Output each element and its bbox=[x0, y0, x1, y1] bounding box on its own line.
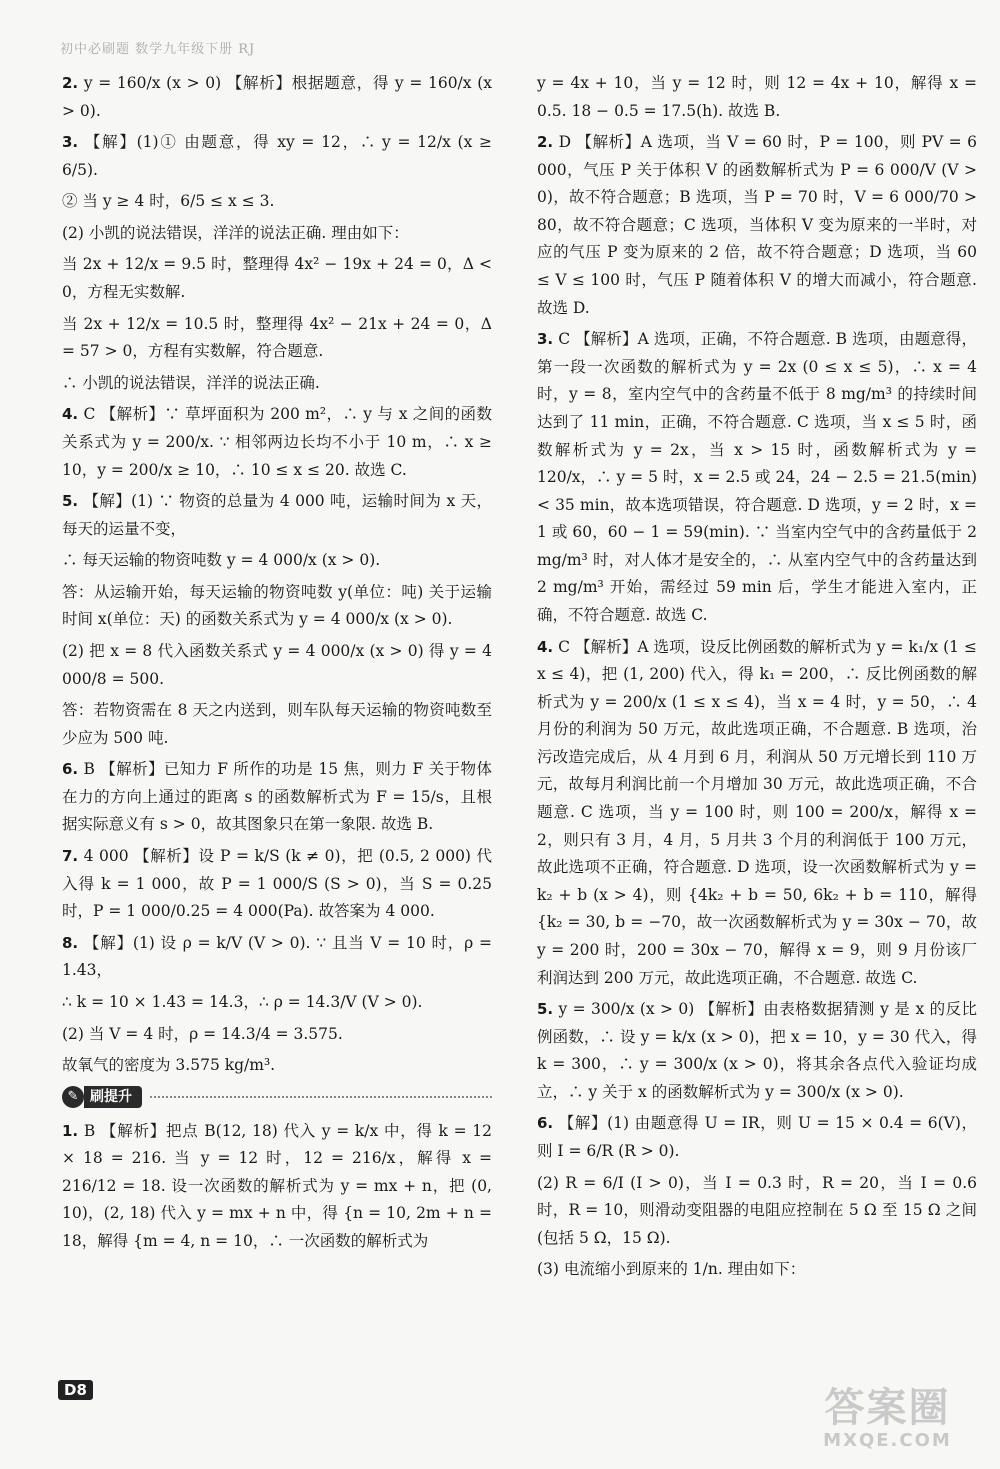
answer-text: (2) 小凯的说法错误，洋洋的说法正确. 理由如下： bbox=[62, 223, 409, 242]
watermark-site: MXQE.COM bbox=[823, 1430, 952, 1451]
question-number: 6. bbox=[62, 760, 79, 779]
answer-item bbox=[62, 843, 492, 926]
answer-text: 故氧气的密度为 3.575 kg/m³. bbox=[62, 1056, 276, 1075]
answer-text: C 【解析】A 选项，正确，不符合题意. B 选项，由题意得，第一段一次函数的解析式为 y = 2x (0 ≤ x ≤ 5)，∴ x = 4 时，y = 8，室内空气中的含药量不低于 8 mg/m³ 的持续时间达到了 11 min，正确，不符合题意. C 选项，当 x ≤ 5 时，函数解析式为 y = 2x，当 x > 15 时，函数解析式为 y = 120/x，∴ y = 5 时，x = 2.5 或 24，24 − 2.5 = 21.5(min) < 35 min，故本选项错误，符合题意. D 选项，y = 2 时，x = 1 或 60，60 − 1 = 59(min). ∵ 当室内空气中的含药量低于 2 mg/m³ 时，对人体才是安全的，∴ 从室内空气中的含药量达到 2 mg/m³ 开始，需经过 59 min 后，学生才能进入室内，正确，不符合题意. 故选 C. bbox=[537, 330, 977, 624]
answer-text: ∴ 每天运输的物资吨数 y = 4 000/x (x > 0). bbox=[62, 551, 381, 570]
right-answer-list bbox=[537, 70, 977, 1284]
answer-item bbox=[62, 401, 492, 484]
answer-item bbox=[62, 756, 492, 839]
question-number: 7. bbox=[62, 847, 79, 866]
answer-text: 当 2x + 12/x = 10.5 时，整理得 4x² − 21x + 24 = 0，Δ = 57 > 0，方程有实数解，符合题意. bbox=[62, 314, 492, 361]
right-column bbox=[537, 70, 977, 1288]
answer-text: B 【解析】把点 B(12, 18) 代入 y = k/x 中，得 k = 12 × 18 = 216. 当 y = 12 时，12 = 216/x，解得 x = 216/12 = 18. 设一次函数的解析式为 y = mx + n，把 (0, 10)，(2, 18) 代入 y = mx + n 中，得 {n = 10, 2m + n = 18，解得 {m = 4, n = 10，∴ 一次函数的解析式为 bbox=[62, 1121, 492, 1250]
question-number: 5. bbox=[537, 1000, 554, 1019]
answer-text: D 【解析】A 选项，当 V = 60 时，P = 100，则 PV = 6 000，气压 P 关于体积 V 的函数解析式为 P = 6 000/V (V > 0)，故不符合题意；B 选项，当 P = 70 时，V = 6 000/70 > 80，故不符合题意；C 选项，当体积 V 变为原来的一半时，对应的气压 P 变为原来的 2 倍，故不符合题意；D 选项，当 60 ≤ V ≤ 100 时，气压 P 随着体积 V 的增大而减小，符合题意. 故选 D. bbox=[537, 133, 977, 317]
answer-text: 答：若物资需在 8 天之内送到，则车队每天运输的物资吨数至少应为 500 吨. bbox=[62, 701, 492, 747]
answer-item bbox=[537, 1256, 977, 1284]
question-number: 5. bbox=[62, 492, 79, 511]
answer-text: C 【解析】∵ 草坪面积为 200 m²，∴ y 与 x 之间的函数关系式为 y = 200/x. ∵ 相邻两边长均不小于 10 m，∴ x ≥ 10，y = 200/x ≥ 10，∴ 10 ≤ x ≤ 20. 故选 C. bbox=[62, 405, 492, 479]
pencil-icon: ✎ bbox=[62, 1086, 84, 1108]
answer-item bbox=[62, 1052, 492, 1080]
section-banner-label: 刷提升 bbox=[84, 1086, 142, 1108]
answer-text: y = 160/x (x > 0) 【解析】根据题意，得 y = 160/x (x > 0). bbox=[62, 74, 492, 120]
question-number: 3. bbox=[62, 133, 79, 152]
answer-item bbox=[62, 311, 492, 366]
answer-item bbox=[537, 70, 977, 125]
question-number: 4. bbox=[537, 637, 554, 656]
answer-item bbox=[537, 129, 977, 322]
watermark-main: 答案圈 bbox=[824, 1385, 951, 1431]
answer-item bbox=[537, 1110, 977, 1165]
answer-text: 4 000 【解析】设 P = k/S (k ≠ 0)，把 (0.5, 2 000) 代入得 k = 1 000，故 P = 1 000/S (S > 0)，当 S = 0.25 时，P = 1 000/0.25 = 4 000(Pa). 故答案为 4 000. bbox=[62, 847, 492, 921]
answer-item bbox=[62, 989, 492, 1017]
answer-item bbox=[62, 251, 492, 306]
answer-item bbox=[62, 1118, 492, 1256]
answer-item bbox=[62, 579, 492, 634]
answer-item bbox=[537, 1170, 977, 1253]
question-number: 2. bbox=[62, 74, 79, 92]
page-header: 初中必刷题 数学九年级下册 RJ bbox=[60, 42, 256, 57]
question-number: 1. bbox=[62, 1121, 79, 1140]
answer-item bbox=[62, 638, 492, 693]
answer-text: ∴ 小凯的说法错误，洋洋的说法正确. bbox=[62, 373, 320, 392]
question-number: 4. bbox=[62, 405, 79, 424]
answer-text: 【解】(1) 由题意得 U = IR，则 U = 15 × 0.4 = 6(V)，则 I = 6/R (R > 0). bbox=[537, 1114, 977, 1160]
question-number: 6. bbox=[537, 1114, 554, 1133]
answer-text: (3) 电流缩小到原来的 1/n. 理由如下： bbox=[537, 1260, 806, 1279]
answer-text: (2) 把 x = 8 代入函数关系式 y = 4 000/x (x > 0) 得 y = 4 000/8 = 500. bbox=[62, 641, 492, 688]
page-number: D8 bbox=[58, 1380, 93, 1400]
banner-divider bbox=[150, 1096, 492, 1098]
answer-text: ∴ k = 10 × 1.43 = 14.3，∴ ρ = 14.3/V (V > 0). bbox=[62, 992, 423, 1011]
answer-item bbox=[62, 370, 492, 398]
answer-text: B 【解析】已知力 F 所作的功是 15 焦，则力 F 关于物体在力的方向上通过的距离 s 的函数解析式为 F = 15/s，且根据实际意义有 s > 0，故其图象只在第一象限. 故选 B. bbox=[62, 760, 492, 834]
answer-text: y = 300/x (x > 0) 【解析】由表格数据猜测 y 是 x 的反比例函数，∴ 设 y = k/x (x > 0)，把 x = 10，y = 30 代入，得 k = 300，∴ y = 300/x (x > 0)，将其余各点代入验证均成立，∴ y 关于 x 的函数解析式为 y = 300/x (x > 0). bbox=[537, 1000, 977, 1101]
answer-item bbox=[62, 697, 492, 752]
answer-text: 【解】(1)① 由题意，得 xy = 12，∴ y = 12/x (x ≥ 6/5). bbox=[62, 133, 492, 179]
question-number: 8. bbox=[62, 933, 79, 952]
question-number: 3. bbox=[537, 330, 554, 349]
answer-item bbox=[62, 129, 492, 184]
answer-item bbox=[62, 930, 492, 985]
answer-text: 【解】(1) 设 ρ = k/V (V > 0). ∵ 且当 V = 10 时，ρ = 1.43， bbox=[62, 933, 492, 980]
answer-text: (2) R = 6/I (I > 0)，当 I = 0.3 时，R = 20，当 I = 0.6 时，R = 10，则滑动变阻器的电阻应控制在 5 Ω 至 15 Ω 之间(包括 5 Ω，15 Ω). bbox=[537, 1173, 977, 1247]
watermark-logo bbox=[795, 1386, 980, 1451]
answer-item bbox=[62, 188, 492, 216]
answer-text: y = 4x + 10，当 y = 12 时，则 12 = 4x + 10，解得 x = 0.5. 18 − 0.5 = 17.5(h). 故选 B. bbox=[537, 74, 977, 120]
answer-text: ② 当 y ≥ 4 时，6/5 ≤ x ≤ 3. bbox=[62, 192, 275, 211]
left-column bbox=[62, 70, 492, 1260]
answer-text: 【解】(1) ∵ 物资的总量为 4 000 吨，运输时间为 x 天，每天的运量不变， bbox=[62, 492, 492, 538]
answer-text: (2) 当 V = 4 时，ρ = 14.3/4 = 3.575. bbox=[62, 1024, 343, 1043]
section-banner bbox=[62, 1086, 492, 1108]
answer-item bbox=[62, 547, 492, 575]
answer-item bbox=[62, 488, 492, 543]
answer-item bbox=[537, 996, 977, 1106]
answer-item bbox=[537, 634, 977, 993]
left-answer-list-advanced bbox=[62, 1118, 492, 1256]
answer-item bbox=[62, 220, 492, 248]
left-answer-list bbox=[62, 70, 492, 1080]
question-number: 2. bbox=[537, 133, 554, 152]
answer-item bbox=[62, 1021, 492, 1049]
answer-item bbox=[62, 70, 492, 125]
answer-text: 当 2x + 12/x = 9.5 时，整理得 4x² − 19x + 24 = 0，Δ < 0，方程无实数解. bbox=[62, 255, 492, 302]
answer-text: C 【解析】A 选项，设反比例函数的解析式为 y = k₁/x (1 ≤ x ≤ 4)，把 (1, 200) 代入，得 k₁ = 200，∴ 反比例函数的解析式为 y = 200/x (1 ≤ x ≤ 4)，当 x = 4 时，y = 50，∴ 4 月份的利润为 50 万元，故此选项正确，不合题意. B 选项，治污改造完成后，从 4 月到 6 月，利润从 50 万元增长到 110 万元，故每月利润比前一个月增加 30 万元，故此选项正确，不合题意. C 选项，当 y = 100 时，则 100 = 200/x，解得 x = 2，则只有 3 月，4 月，5 月共 3 个月的利润低于 100 万元，故此选项不正确，符合题意. D 选项，设一次函数解析式为 y = k₂ + b (x > 4)，则 {4k₂ + b = 50, 6k₂ + b = 110，解得 {k₂ = 30, b = −70，故一次函数解析式为 y = 30x − 70，故 y = 200 时，200 = 30x − 70，解得 x = 9，则 9 月份该厂利润达到 200 万元，故此选项正确，不合题意. 故选 C. bbox=[537, 637, 977, 987]
answer-text: 答：从运输开始，每天运输的物资吨数 y(单位：吨) 关于运输时间 x(单位：天) 的函数关系式为 y = 4 000/x (x > 0). bbox=[62, 582, 492, 629]
answer-item bbox=[537, 326, 977, 629]
